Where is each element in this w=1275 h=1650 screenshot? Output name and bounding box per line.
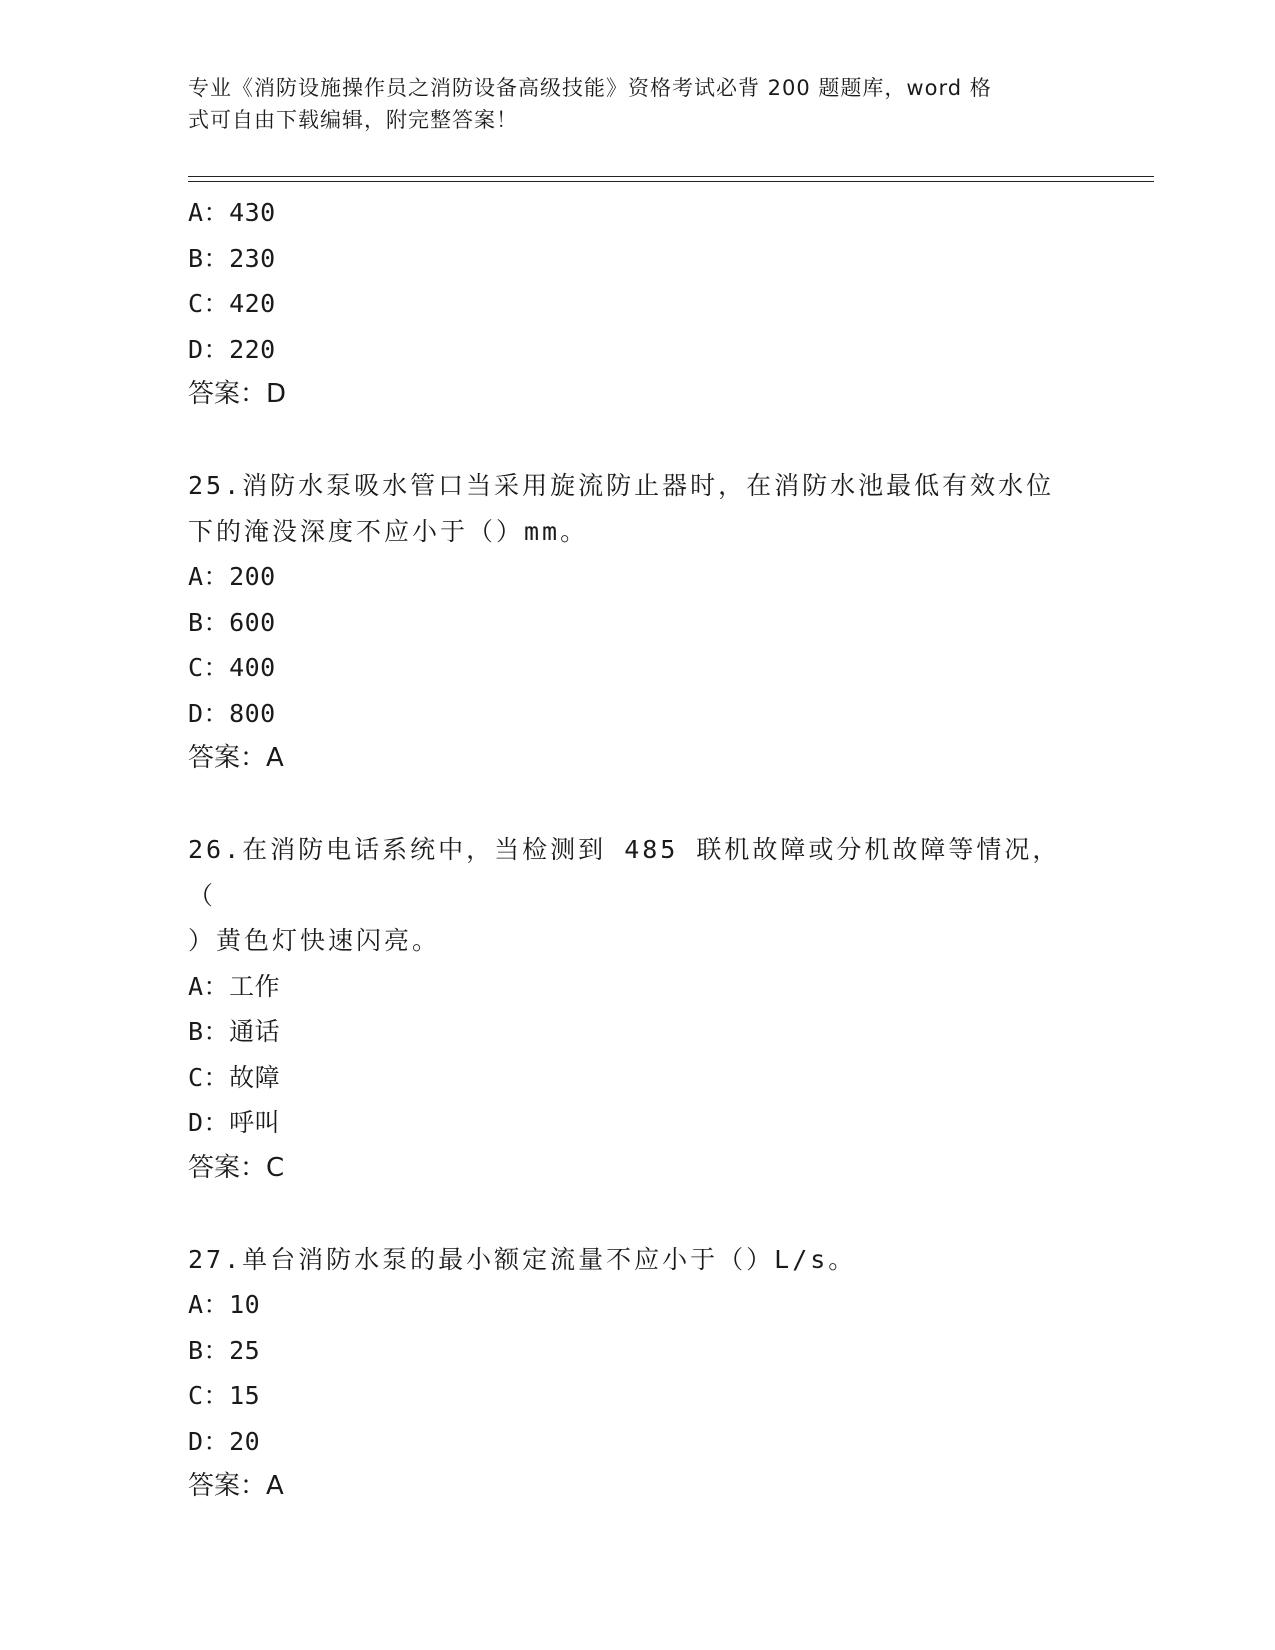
- question-list: [188, 190, 1088, 1510]
- option-key: A：: [188, 198, 230, 227]
- option-text: 15: [229, 1381, 261, 1410]
- header-line-1: 专业《消防设施操作员之消防设备高级技能》资格考试必背 200 题题库，word 格: [188, 76, 992, 100]
- question-text-line-1: 26.在消防电话系统中，当检测到 485 联机故障或分机故障等情况，（: [188, 835, 1061, 910]
- option-key: C：: [188, 653, 230, 682]
- option-key: C：: [188, 1062, 230, 1092]
- option-c: [188, 645, 1088, 691]
- question-text-line-2: ）黄色灯快速闪亮。: [188, 926, 441, 955]
- option-key: A：: [188, 1290, 230, 1319]
- option-text: 25: [229, 1335, 261, 1365]
- option-b: [188, 600, 1088, 646]
- option-key: A：: [188, 562, 230, 591]
- option-text: 通话: [229, 1017, 281, 1046]
- option-text: 430: [229, 198, 276, 227]
- document-header: [188, 72, 1068, 136]
- question-block-24: [188, 190, 1088, 418]
- option-d: [188, 1419, 1088, 1465]
- option-key: B：: [188, 1335, 230, 1365]
- header-divider-bottom: [188, 181, 1154, 182]
- question-block-25: [188, 463, 1088, 782]
- answer-line: 答案：A: [188, 743, 284, 773]
- spacer: [188, 1191, 1088, 1237]
- option-text: 故障: [229, 1062, 281, 1092]
- question-block-27: [188, 1237, 1088, 1510]
- option-text: 呼叫: [229, 1108, 281, 1137]
- option-text: 10: [229, 1290, 261, 1319]
- option-key: D：: [188, 1426, 230, 1456]
- option-b: [188, 1328, 1088, 1374]
- option-key: B：: [188, 1017, 230, 1046]
- option-d: [188, 1100, 1088, 1146]
- option-text: 800: [229, 698, 276, 728]
- option-a: [188, 1282, 1088, 1328]
- option-key: A：: [188, 971, 230, 1001]
- option-d: [188, 691, 1088, 737]
- option-text: 600: [229, 607, 276, 637]
- header-divider-top: [188, 176, 1154, 177]
- question-text-line-2: 下的淹没深度不应小于（）mm。: [188, 516, 589, 546]
- spacer: [188, 782, 1088, 828]
- question-text-line-1: 25.消防水泵吸水管口当采用旋流防止器时，在消防水池最低有效水位: [188, 471, 1055, 500]
- option-b: [188, 236, 1088, 282]
- option-a: [188, 554, 1088, 600]
- option-key: D：: [188, 698, 230, 728]
- question-block-26: [188, 827, 1088, 1191]
- option-d: [188, 327, 1088, 373]
- option-key: C：: [188, 289, 230, 318]
- option-a: [188, 190, 1088, 236]
- option-key: C：: [188, 1381, 230, 1410]
- option-text: 工作: [229, 971, 281, 1001]
- option-c: [188, 1055, 1088, 1101]
- option-text: 20: [229, 1426, 261, 1456]
- spacer: [188, 418, 1088, 464]
- answer-line: 答案：A: [188, 1471, 284, 1501]
- option-text: 420: [229, 289, 276, 318]
- answer-line: 答案：C: [188, 1152, 285, 1183]
- option-key: B：: [188, 243, 230, 273]
- option-text: 230: [229, 243, 276, 273]
- option-c: [188, 281, 1088, 327]
- option-text: 220: [229, 334, 276, 364]
- option-b: [188, 1009, 1088, 1055]
- option-key: D：: [188, 1108, 230, 1137]
- header-line-2: 式可自由下载编辑，附完整答案！: [188, 108, 518, 132]
- option-a: [188, 964, 1088, 1010]
- option-text: 200: [229, 562, 276, 591]
- option-c: [188, 1373, 1088, 1419]
- option-text: 400: [229, 653, 276, 682]
- option-key: D：: [188, 334, 230, 364]
- option-key: B：: [188, 607, 230, 637]
- question-text-line-1: 27.单台消防水泵的最小额定流量不应小于（）L/s。: [188, 1244, 857, 1274]
- answer-line: 答案：D: [188, 379, 287, 409]
